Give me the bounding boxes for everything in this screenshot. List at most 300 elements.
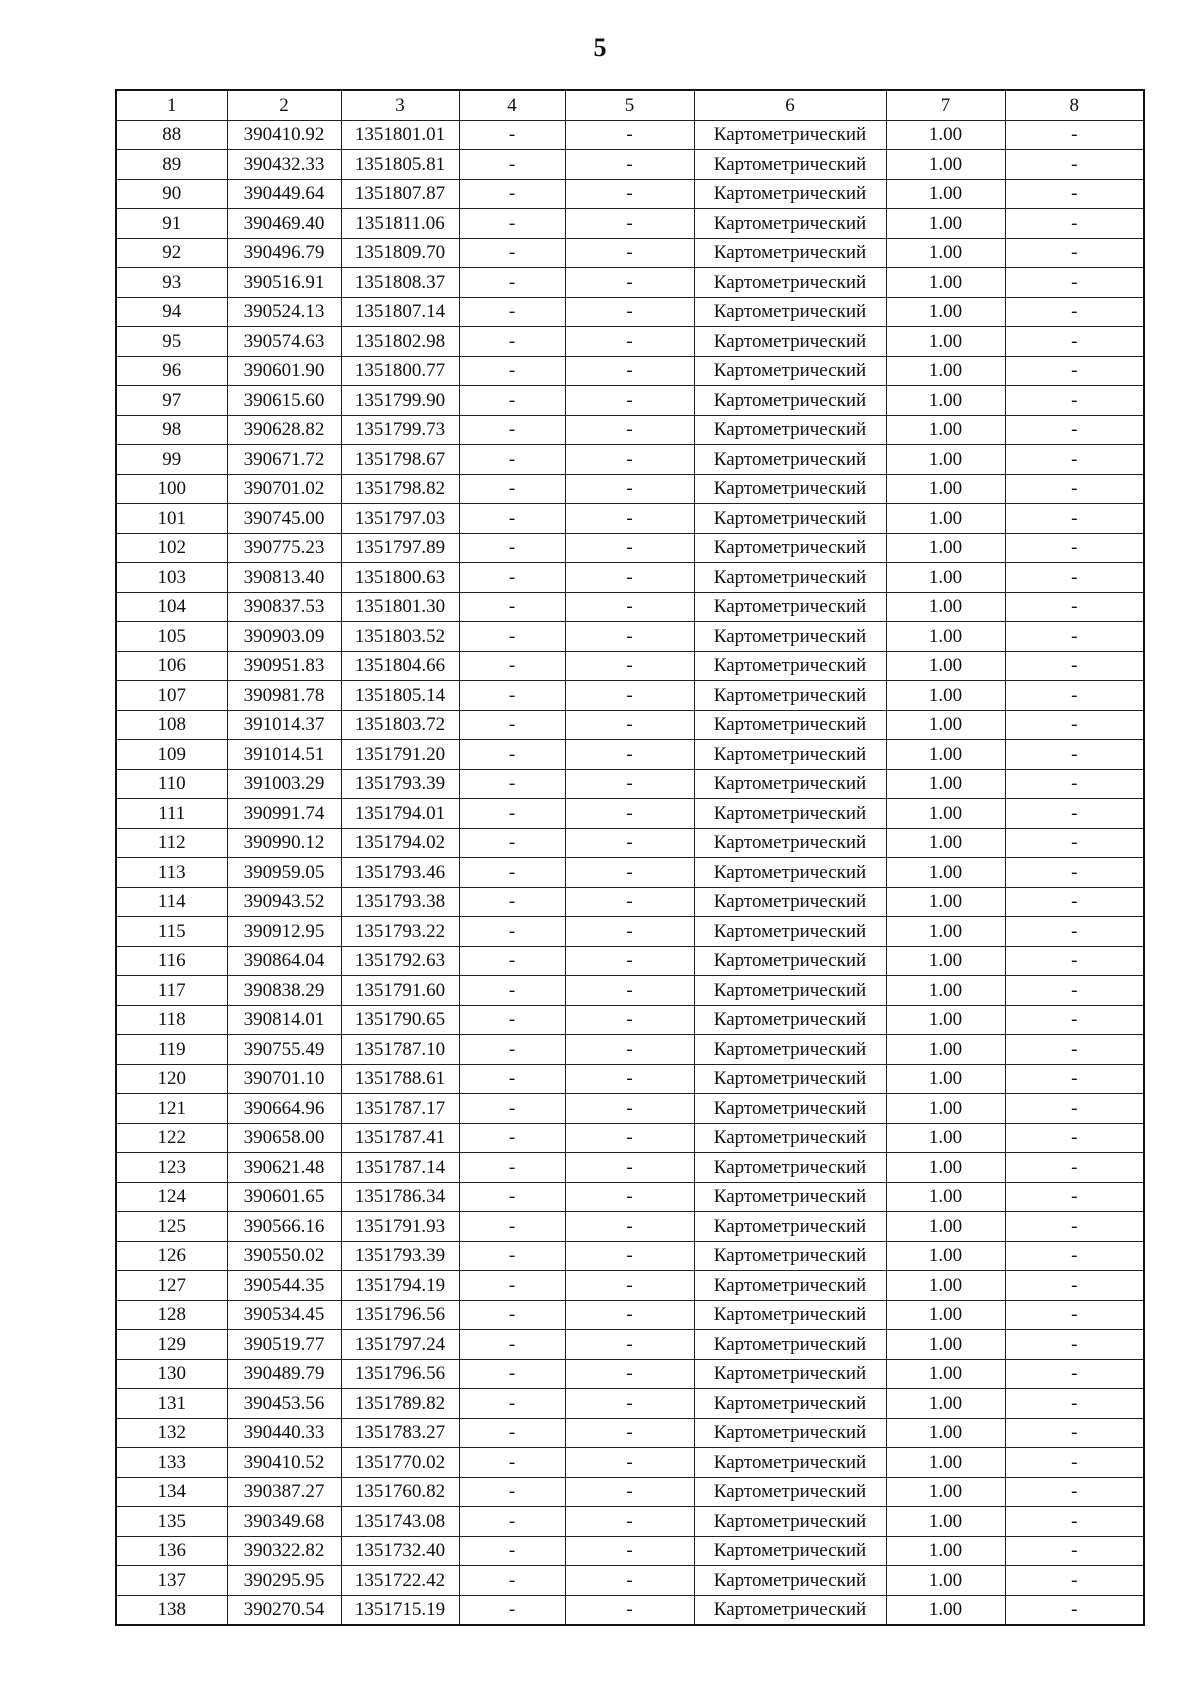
col-5-value-cell: -: [565, 887, 694, 917]
table-row: [116, 858, 1144, 888]
coordinate-x-cell: 390671.72: [227, 445, 341, 475]
method-cell: Картометрический: [694, 651, 886, 681]
col-4-value-cell: -: [459, 1182, 565, 1212]
coordinate-y-cell: 1351760.82: [341, 1477, 459, 1507]
col-8-value-cell: -: [1005, 740, 1144, 770]
column-header-2: 2: [227, 90, 341, 120]
coordinate-y-cell: 1351807.87: [341, 179, 459, 209]
col-5-value-cell: -: [565, 268, 694, 298]
col-5-value-cell: -: [565, 1595, 694, 1625]
accuracy-cell: 1.00: [886, 1271, 1005, 1301]
method-cell: Картометрический: [694, 238, 886, 268]
method-cell: Картометрический: [694, 150, 886, 180]
col-5-value-cell: -: [565, 976, 694, 1006]
column-header-5: 5: [565, 90, 694, 120]
method-cell: Картометрический: [694, 179, 886, 209]
method-cell: Картометрический: [694, 1123, 886, 1153]
col-5-value-cell: -: [565, 1359, 694, 1389]
col-5-value-cell: -: [565, 1418, 694, 1448]
coordinate-y-cell: 1351802.98: [341, 327, 459, 357]
point-number-cell: 93: [116, 268, 227, 298]
col-5-value-cell: -: [565, 533, 694, 563]
coordinate-y-cell: 1351793.39: [341, 1241, 459, 1271]
point-number-cell: 102: [116, 533, 227, 563]
point-number-cell: 123: [116, 1153, 227, 1183]
point-number-cell: 113: [116, 858, 227, 888]
table-row: [116, 1418, 1144, 1448]
col-5-value-cell: -: [565, 1271, 694, 1301]
table-body: [116, 120, 1144, 1625]
col-5-value-cell: -: [565, 1123, 694, 1153]
accuracy-cell: 1.00: [886, 238, 1005, 268]
col-8-value-cell: -: [1005, 533, 1144, 563]
header-row: [116, 90, 1144, 120]
accuracy-cell: 1.00: [886, 1595, 1005, 1625]
coordinate-y-cell: 1351786.34: [341, 1182, 459, 1212]
coordinate-y-cell: 1351793.46: [341, 858, 459, 888]
table-row: [116, 1448, 1144, 1478]
col-8-value-cell: -: [1005, 268, 1144, 298]
table-header: [116, 90, 1144, 120]
col-8-value-cell: -: [1005, 1359, 1144, 1389]
accuracy-cell: 1.00: [886, 1182, 1005, 1212]
method-cell: Картометрический: [694, 1035, 886, 1065]
coordinate-x-cell: 390701.10: [227, 1064, 341, 1094]
col-5-value-cell: -: [565, 297, 694, 327]
method-cell: Картометрический: [694, 1094, 886, 1124]
col-4-value-cell: -: [459, 710, 565, 740]
method-cell: Картометрический: [694, 887, 886, 917]
table-row: [116, 622, 1144, 652]
col-4-value-cell: -: [459, 1094, 565, 1124]
coordinate-x-cell: 390838.29: [227, 976, 341, 1006]
col-8-value-cell: -: [1005, 1300, 1144, 1330]
coordinate-x-cell: 390621.48: [227, 1153, 341, 1183]
table-row: [116, 504, 1144, 534]
coordinate-y-cell: 1351787.14: [341, 1153, 459, 1183]
col-8-value-cell: -: [1005, 238, 1144, 268]
col-5-value-cell: -: [565, 327, 694, 357]
accuracy-cell: 1.00: [886, 150, 1005, 180]
table-row: [116, 1212, 1144, 1242]
coordinate-x-cell: 390701.02: [227, 474, 341, 504]
accuracy-cell: 1.00: [886, 1241, 1005, 1271]
method-cell: Картометрический: [694, 386, 886, 416]
point-number-cell: 89: [116, 150, 227, 180]
col-5-value-cell: -: [565, 445, 694, 475]
accuracy-cell: 1.00: [886, 1566, 1005, 1596]
point-number-cell: 121: [116, 1094, 227, 1124]
table-row: [116, 1389, 1144, 1419]
accuracy-cell: 1.00: [886, 1153, 1005, 1183]
coordinate-x-cell: 390469.40: [227, 209, 341, 239]
col-5-value-cell: -: [565, 1064, 694, 1094]
col-4-value-cell: -: [459, 120, 565, 150]
table-row: [116, 1300, 1144, 1330]
accuracy-cell: 1.00: [886, 209, 1005, 239]
coordinate-x-cell: 390615.60: [227, 386, 341, 416]
column-header-6: 6: [694, 90, 886, 120]
method-cell: Картометрический: [694, 1064, 886, 1094]
point-number-cell: 120: [116, 1064, 227, 1094]
col-5-value-cell: -: [565, 681, 694, 711]
table-row: [116, 887, 1144, 917]
col-5-value-cell: -: [565, 238, 694, 268]
col-4-value-cell: -: [459, 1389, 565, 1419]
point-number-cell: 119: [116, 1035, 227, 1065]
coordinate-x-cell: 390601.90: [227, 356, 341, 386]
col-5-value-cell: -: [565, 356, 694, 386]
point-number-cell: 106: [116, 651, 227, 681]
col-8-value-cell: -: [1005, 1271, 1144, 1301]
coordinate-x-cell: 390601.65: [227, 1182, 341, 1212]
point-number-cell: 91: [116, 209, 227, 239]
accuracy-cell: 1.00: [886, 769, 1005, 799]
table-row: [116, 1094, 1144, 1124]
col-5-value-cell: -: [565, 1153, 694, 1183]
col-8-value-cell: -: [1005, 356, 1144, 386]
point-number-cell: 107: [116, 681, 227, 711]
coordinate-y-cell: 1351809.70: [341, 238, 459, 268]
col-8-value-cell: -: [1005, 1212, 1144, 1242]
col-4-value-cell: -: [459, 1153, 565, 1183]
method-cell: Картометрический: [694, 1448, 886, 1478]
col-4-value-cell: -: [459, 1300, 565, 1330]
point-number-cell: 95: [116, 327, 227, 357]
method-cell: Картометрический: [694, 1005, 886, 1035]
method-cell: Картометрический: [694, 1330, 886, 1360]
coordinate-y-cell: 1351743.08: [341, 1507, 459, 1537]
method-cell: Картометрический: [694, 1566, 886, 1596]
col-4-value-cell: -: [459, 150, 565, 180]
table-row: [116, 386, 1144, 416]
point-number-cell: 92: [116, 238, 227, 268]
col-4-value-cell: -: [459, 1595, 565, 1625]
col-5-value-cell: -: [565, 1241, 694, 1271]
col-8-value-cell: -: [1005, 1507, 1144, 1537]
accuracy-cell: 1.00: [886, 592, 1005, 622]
table-row: [116, 327, 1144, 357]
point-number-cell: 134: [116, 1477, 227, 1507]
coordinate-x-cell: 390864.04: [227, 946, 341, 976]
col-5-value-cell: -: [565, 1035, 694, 1065]
col-8-value-cell: -: [1005, 1448, 1144, 1478]
point-number-cell: 135: [116, 1507, 227, 1537]
coordinate-x-cell: 391014.37: [227, 710, 341, 740]
coordinate-y-cell: 1351715.19: [341, 1595, 459, 1625]
coordinate-x-cell: 390270.54: [227, 1595, 341, 1625]
coordinate-x-cell: 390574.63: [227, 327, 341, 357]
coordinate-y-cell: 1351790.65: [341, 1005, 459, 1035]
accuracy-cell: 1.00: [886, 887, 1005, 917]
coordinate-y-cell: 1351791.93: [341, 1212, 459, 1242]
accuracy-cell: 1.00: [886, 1389, 1005, 1419]
col-8-value-cell: -: [1005, 1536, 1144, 1566]
point-number-cell: 105: [116, 622, 227, 652]
accuracy-cell: 1.00: [886, 1359, 1005, 1389]
table-row: [116, 1477, 1144, 1507]
column-header-8: 8: [1005, 90, 1144, 120]
table-row: [116, 1330, 1144, 1360]
accuracy-cell: 1.00: [886, 858, 1005, 888]
method-cell: Картометрический: [694, 268, 886, 298]
accuracy-cell: 1.00: [886, 297, 1005, 327]
col-4-value-cell: -: [459, 1330, 565, 1360]
coordinate-x-cell: 391014.51: [227, 740, 341, 770]
col-8-value-cell: -: [1005, 150, 1144, 180]
col-8-value-cell: -: [1005, 386, 1144, 416]
accuracy-cell: 1.00: [886, 533, 1005, 563]
col-8-value-cell: -: [1005, 592, 1144, 622]
table-row: [116, 651, 1144, 681]
coordinate-x-cell: 390516.91: [227, 268, 341, 298]
coordinate-y-cell: 1351794.02: [341, 828, 459, 858]
col-4-value-cell: -: [459, 1418, 565, 1448]
point-number-cell: 138: [116, 1595, 227, 1625]
coordinate-x-cell: 390664.96: [227, 1094, 341, 1124]
accuracy-cell: 1.00: [886, 651, 1005, 681]
method-cell: Картометрический: [694, 445, 886, 475]
col-8-value-cell: -: [1005, 1418, 1144, 1448]
col-4-value-cell: -: [459, 1241, 565, 1271]
accuracy-cell: 1.00: [886, 1418, 1005, 1448]
point-number-cell: 104: [116, 592, 227, 622]
col-5-value-cell: -: [565, 563, 694, 593]
coordinate-x-cell: 390440.33: [227, 1418, 341, 1448]
method-cell: Картометрический: [694, 327, 886, 357]
col-4-value-cell: -: [459, 356, 565, 386]
col-8-value-cell: -: [1005, 474, 1144, 504]
method-cell: Картометрический: [694, 917, 886, 947]
point-number-cell: 133: [116, 1448, 227, 1478]
coordinate-x-cell: 390496.79: [227, 238, 341, 268]
coordinate-y-cell: 1351789.82: [341, 1389, 459, 1419]
point-number-cell: 127: [116, 1271, 227, 1301]
coordinate-y-cell: 1351788.61: [341, 1064, 459, 1094]
method-cell: Картометрический: [694, 504, 886, 534]
coordinate-x-cell: 390410.92: [227, 120, 341, 150]
accuracy-cell: 1.00: [886, 386, 1005, 416]
col-5-value-cell: -: [565, 946, 694, 976]
method-cell: Картометрический: [694, 533, 886, 563]
col-8-value-cell: -: [1005, 681, 1144, 711]
method-cell: Картометрический: [694, 828, 886, 858]
col-8-value-cell: -: [1005, 1566, 1144, 1596]
col-5-value-cell: -: [565, 150, 694, 180]
col-5-value-cell: -: [565, 1389, 694, 1419]
col-4-value-cell: -: [459, 415, 565, 445]
col-8-value-cell: -: [1005, 1035, 1144, 1065]
coordinate-x-cell: 390295.95: [227, 1566, 341, 1596]
col-4-value-cell: -: [459, 976, 565, 1006]
method-cell: Картометрический: [694, 209, 886, 239]
point-number-cell: 88: [116, 120, 227, 150]
accuracy-cell: 1.00: [886, 474, 1005, 504]
table-row: [116, 1566, 1144, 1596]
table-row: [116, 563, 1144, 593]
coordinate-y-cell: 1351794.01: [341, 799, 459, 829]
coordinate-x-cell: 390566.16: [227, 1212, 341, 1242]
method-cell: Картометрический: [694, 592, 886, 622]
method-cell: Картометрический: [694, 799, 886, 829]
col-5-value-cell: -: [565, 1477, 694, 1507]
point-number-cell: 115: [116, 917, 227, 947]
col-4-value-cell: -: [459, 651, 565, 681]
method-cell: Картометрический: [694, 946, 886, 976]
coordinate-y-cell: 1351797.24: [341, 1330, 459, 1360]
table-row: [116, 710, 1144, 740]
point-number-cell: 137: [116, 1566, 227, 1596]
col-5-value-cell: -: [565, 1300, 694, 1330]
coordinate-x-cell: 390981.78: [227, 681, 341, 711]
method-cell: Картометрический: [694, 1389, 886, 1419]
point-number-cell: 125: [116, 1212, 227, 1242]
col-4-value-cell: -: [459, 1359, 565, 1389]
point-number-cell: 103: [116, 563, 227, 593]
coordinate-x-cell: 390322.82: [227, 1536, 341, 1566]
col-4-value-cell: -: [459, 858, 565, 888]
coordinate-x-cell: 390814.01: [227, 1005, 341, 1035]
coordinate-y-cell: 1351722.42: [341, 1566, 459, 1596]
accuracy-cell: 1.00: [886, 976, 1005, 1006]
coordinate-y-cell: 1351791.20: [341, 740, 459, 770]
accuracy-cell: 1.00: [886, 622, 1005, 652]
col-5-value-cell: -: [565, 1094, 694, 1124]
accuracy-cell: 1.00: [886, 1536, 1005, 1566]
accuracy-cell: 1.00: [886, 1123, 1005, 1153]
coordinate-x-cell: 390951.83: [227, 651, 341, 681]
table-row: [116, 1507, 1144, 1537]
coordinate-x-cell: 390349.68: [227, 1507, 341, 1537]
point-number-cell: 118: [116, 1005, 227, 1035]
col-4-value-cell: -: [459, 1448, 565, 1478]
col-4-value-cell: -: [459, 622, 565, 652]
col-5-value-cell: -: [565, 710, 694, 740]
point-number-cell: 124: [116, 1182, 227, 1212]
col-8-value-cell: -: [1005, 327, 1144, 357]
coordinate-y-cell: 1351797.89: [341, 533, 459, 563]
point-number-cell: 136: [116, 1536, 227, 1566]
col-4-value-cell: -: [459, 1271, 565, 1301]
col-5-value-cell: -: [565, 1507, 694, 1537]
table-row: [116, 238, 1144, 268]
method-cell: Картометрический: [694, 297, 886, 327]
table-row: [116, 445, 1144, 475]
method-cell: Картометрический: [694, 1595, 886, 1625]
table-row: [116, 474, 1144, 504]
column-header-7: 7: [886, 90, 1005, 120]
coordinate-x-cell: 390628.82: [227, 415, 341, 445]
column-header-4: 4: [459, 90, 565, 120]
col-8-value-cell: -: [1005, 1389, 1144, 1419]
col-8-value-cell: -: [1005, 828, 1144, 858]
coordinate-x-cell: 390755.49: [227, 1035, 341, 1065]
table-row: [116, 828, 1144, 858]
accuracy-cell: 1.00: [886, 268, 1005, 298]
method-cell: Картометрический: [694, 740, 886, 770]
col-4-value-cell: -: [459, 268, 565, 298]
col-4-value-cell: -: [459, 917, 565, 947]
accuracy-cell: 1.00: [886, 327, 1005, 357]
point-number-cell: 114: [116, 887, 227, 917]
method-cell: Картометрический: [694, 769, 886, 799]
table-row: [116, 1536, 1144, 1566]
point-number-cell: 126: [116, 1241, 227, 1271]
col-4-value-cell: -: [459, 563, 565, 593]
col-5-value-cell: -: [565, 799, 694, 829]
point-number-cell: 117: [116, 976, 227, 1006]
col-8-value-cell: -: [1005, 209, 1144, 239]
table-row: [116, 268, 1144, 298]
table-row: [116, 769, 1144, 799]
table-row: [116, 1123, 1144, 1153]
col-8-value-cell: -: [1005, 563, 1144, 593]
point-number-cell: 129: [116, 1330, 227, 1360]
col-8-value-cell: -: [1005, 1123, 1144, 1153]
col-8-value-cell: -: [1005, 799, 1144, 829]
col-5-value-cell: -: [565, 622, 694, 652]
accuracy-cell: 1.00: [886, 828, 1005, 858]
point-number-cell: 112: [116, 828, 227, 858]
coordinate-y-cell: 1351801.30: [341, 592, 459, 622]
point-number-cell: 122: [116, 1123, 227, 1153]
point-number-cell: 98: [116, 415, 227, 445]
coordinate-y-cell: 1351801.01: [341, 120, 459, 150]
accuracy-cell: 1.00: [886, 799, 1005, 829]
accuracy-cell: 1.00: [886, 120, 1005, 150]
table-row: [116, 1595, 1144, 1625]
accuracy-cell: 1.00: [886, 504, 1005, 534]
table-row: [116, 1153, 1144, 1183]
col-5-value-cell: -: [565, 120, 694, 150]
col-5-value-cell: -: [565, 651, 694, 681]
col-8-value-cell: -: [1005, 445, 1144, 475]
col-5-value-cell: -: [565, 1566, 694, 1596]
col-4-value-cell: -: [459, 297, 565, 327]
accuracy-cell: 1.00: [886, 415, 1005, 445]
coordinate-y-cell: 1351796.56: [341, 1300, 459, 1330]
table-row: [116, 356, 1144, 386]
col-8-value-cell: -: [1005, 1595, 1144, 1625]
col-8-value-cell: -: [1005, 1064, 1144, 1094]
col-5-value-cell: -: [565, 858, 694, 888]
coordinate-x-cell: 390410.52: [227, 1448, 341, 1478]
col-5-value-cell: -: [565, 209, 694, 239]
col-8-value-cell: -: [1005, 622, 1144, 652]
coordinate-y-cell: 1351787.10: [341, 1035, 459, 1065]
col-5-value-cell: -: [565, 1005, 694, 1035]
table-row: [116, 1359, 1144, 1389]
coordinate-y-cell: 1351787.17: [341, 1094, 459, 1124]
col-8-value-cell: -: [1005, 710, 1144, 740]
coordinate-x-cell: 390943.52: [227, 887, 341, 917]
coordinate-y-cell: 1351808.37: [341, 268, 459, 298]
col-5-value-cell: -: [565, 592, 694, 622]
method-cell: Картометрический: [694, 1241, 886, 1271]
accuracy-cell: 1.00: [886, 1212, 1005, 1242]
table-row: [116, 1241, 1144, 1271]
coordinate-y-cell: 1351805.14: [341, 681, 459, 711]
accuracy-cell: 1.00: [886, 563, 1005, 593]
col-4-value-cell: -: [459, 681, 565, 711]
method-cell: Картометрический: [694, 1153, 886, 1183]
coordinate-x-cell: 390991.74: [227, 799, 341, 829]
table-row: [116, 533, 1144, 563]
col-5-value-cell: -: [565, 769, 694, 799]
coordinate-y-cell: 1351783.27: [341, 1418, 459, 1448]
table-row: [116, 681, 1144, 711]
col-8-value-cell: -: [1005, 297, 1144, 327]
